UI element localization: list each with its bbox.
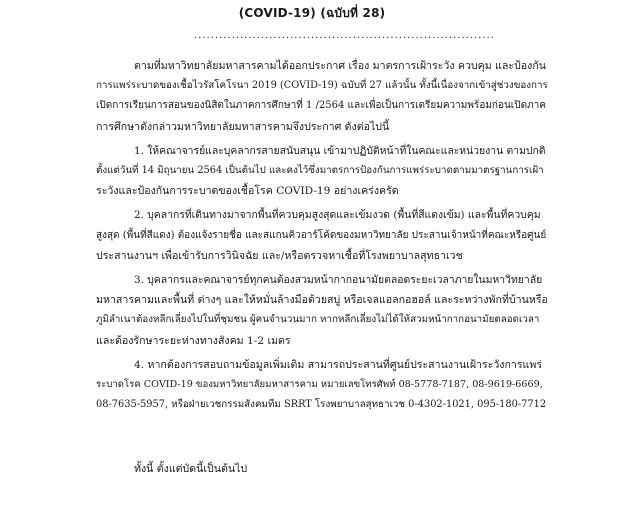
- intro-line: ตามที่มหาวิทยาลัยมหาสารคามได้ออกประกาศ เรื่อง มาตรการเฝ้าระวัง ควบคุม และป้องกัน: [134, 60, 546, 72]
- measure-line: ระวังและป้องกันการระบาดของเชื้อโรค COVID-19 อย่างเคร่งครัด: [96, 185, 399, 198]
- measure-item-1: [96, 141, 548, 202]
- announcement-title: (COVID-19) (ฉบับที่ 28): [238, 6, 386, 20]
- measure-line: สูงสุด (พื้นที่สีแดง) ต้องแจ้งรายชื่อ และสแกนคิวอาร์โค้ดของมหาวิทยาลัย ประสานเจ้าหน้าที่คณะหรือศูนย์: [96, 229, 547, 241]
- measure-line: มหาสารคามและพื้นที่ ต่างๆ และให้หมั่นล้างมือด้วยสบู่ หรือเจลแอลกอฮอล์ และระหว่างพักที่บ้านหรือ: [96, 294, 548, 307]
- intro-line: การศึกษาดังกล่าวมหาวิทยาลัยมหาสารคามจึงประกาศ ดังต่อไปนี้: [96, 120, 390, 133]
- measure-line: ประสานงานฯ เพื่อเข้ารับการวินิจฉัย และ/หรือตรวจหาเชื้อที่โรงพยาบาลสุทธาเวช: [96, 249, 463, 262]
- measure-line: ระบาดโรค COVID-19 ของมหาวิทยาลัยมหาสารคาม หมายเลขโทรศัพท์ 08-5778-7187, 08-9619-6669,: [96, 379, 543, 391]
- closing-statement: ทั้งนี้ ตั้งแต่บัดนี้เป็นต้นไป: [134, 463, 248, 475]
- title-separator: ........................................................................: [194, 30, 495, 41]
- measure-line: 2. บุคลากรที่เดินทางมาจากพื้นที่ควบคุมสูงสุดและเข้มงวด (พื้นที่สีแดงเข้ม) และพื้นที่ควบคุม: [134, 209, 541, 222]
- measure-line: และต้องรักษาระยะห่างทางสังคม 1-2 เมตร: [96, 334, 291, 347]
- announcement-body: [96, 56, 548, 415]
- measure-line: ภูมิลำเนาต้องหลีกเลี่ยงไปในที่ชุมชน ผู้คนจำนวนมาก หากหลีกเลี่ยงไม่ได้ให้สวมหน้ากากอนามัยตลอดเวลา: [96, 314, 540, 326]
- measure-line: 4. หากต้องการสอบถามข้อมูลเพิ่มเติม สามารถประสานที่ศูนย์ประสานงานเฝ้าระวังการแพร่: [134, 358, 543, 371]
- measure-item-3: [96, 270, 548, 351]
- intro-line: เปิดการเรียนการสอนของนิสิตในภาคการศึกษาที่ 1 /2564 และเพื่อเป็นการเตรียมความพร้อมก่อนเปิดภาค: [96, 100, 546, 112]
- measure-item-4: [96, 355, 548, 416]
- measure-item-2: [96, 205, 548, 266]
- measure-line: 08-7635-5957, หรือฝ่ายเวชกรรมสังคมทีม SRRT โรงพยาบาลสุทธาเวช 0-4302-1021, 095-180-7712: [96, 399, 547, 411]
- measure-line: 3. บุคลากรและคณาจารย์ทุกคนต้องสวมหน้ากากอนามัยตลอดระยะเวลาภายในมหาวิทยาลัย: [134, 274, 543, 287]
- measure-line: ตั้งแต่วันที่ 14 มิถุนายน 2564 เป็นต้นไป และคงไว้ซึ่งมาตรการป้องกันการแพร่ระบาดตามมาตรฐานการเฝ้า: [96, 165, 544, 177]
- measure-line: 1. ให้คณาจารย์และบุคลากรสายสนับสนุน เข้ามาปฏิบัติหน้าที่ในคณะและหน่วยงาน ตามปกติ: [134, 144, 546, 157]
- intro-paragraph: [96, 56, 548, 137]
- intro-line: การแพร่ระบาดของเชื้อไวรัสโคโรนา 2019 (COVID-19) ฉบับที่ 27 แล้วนั้น ทั้งนี้เนื่องจากเข้าสู่ช่วงของการ: [96, 80, 548, 92]
